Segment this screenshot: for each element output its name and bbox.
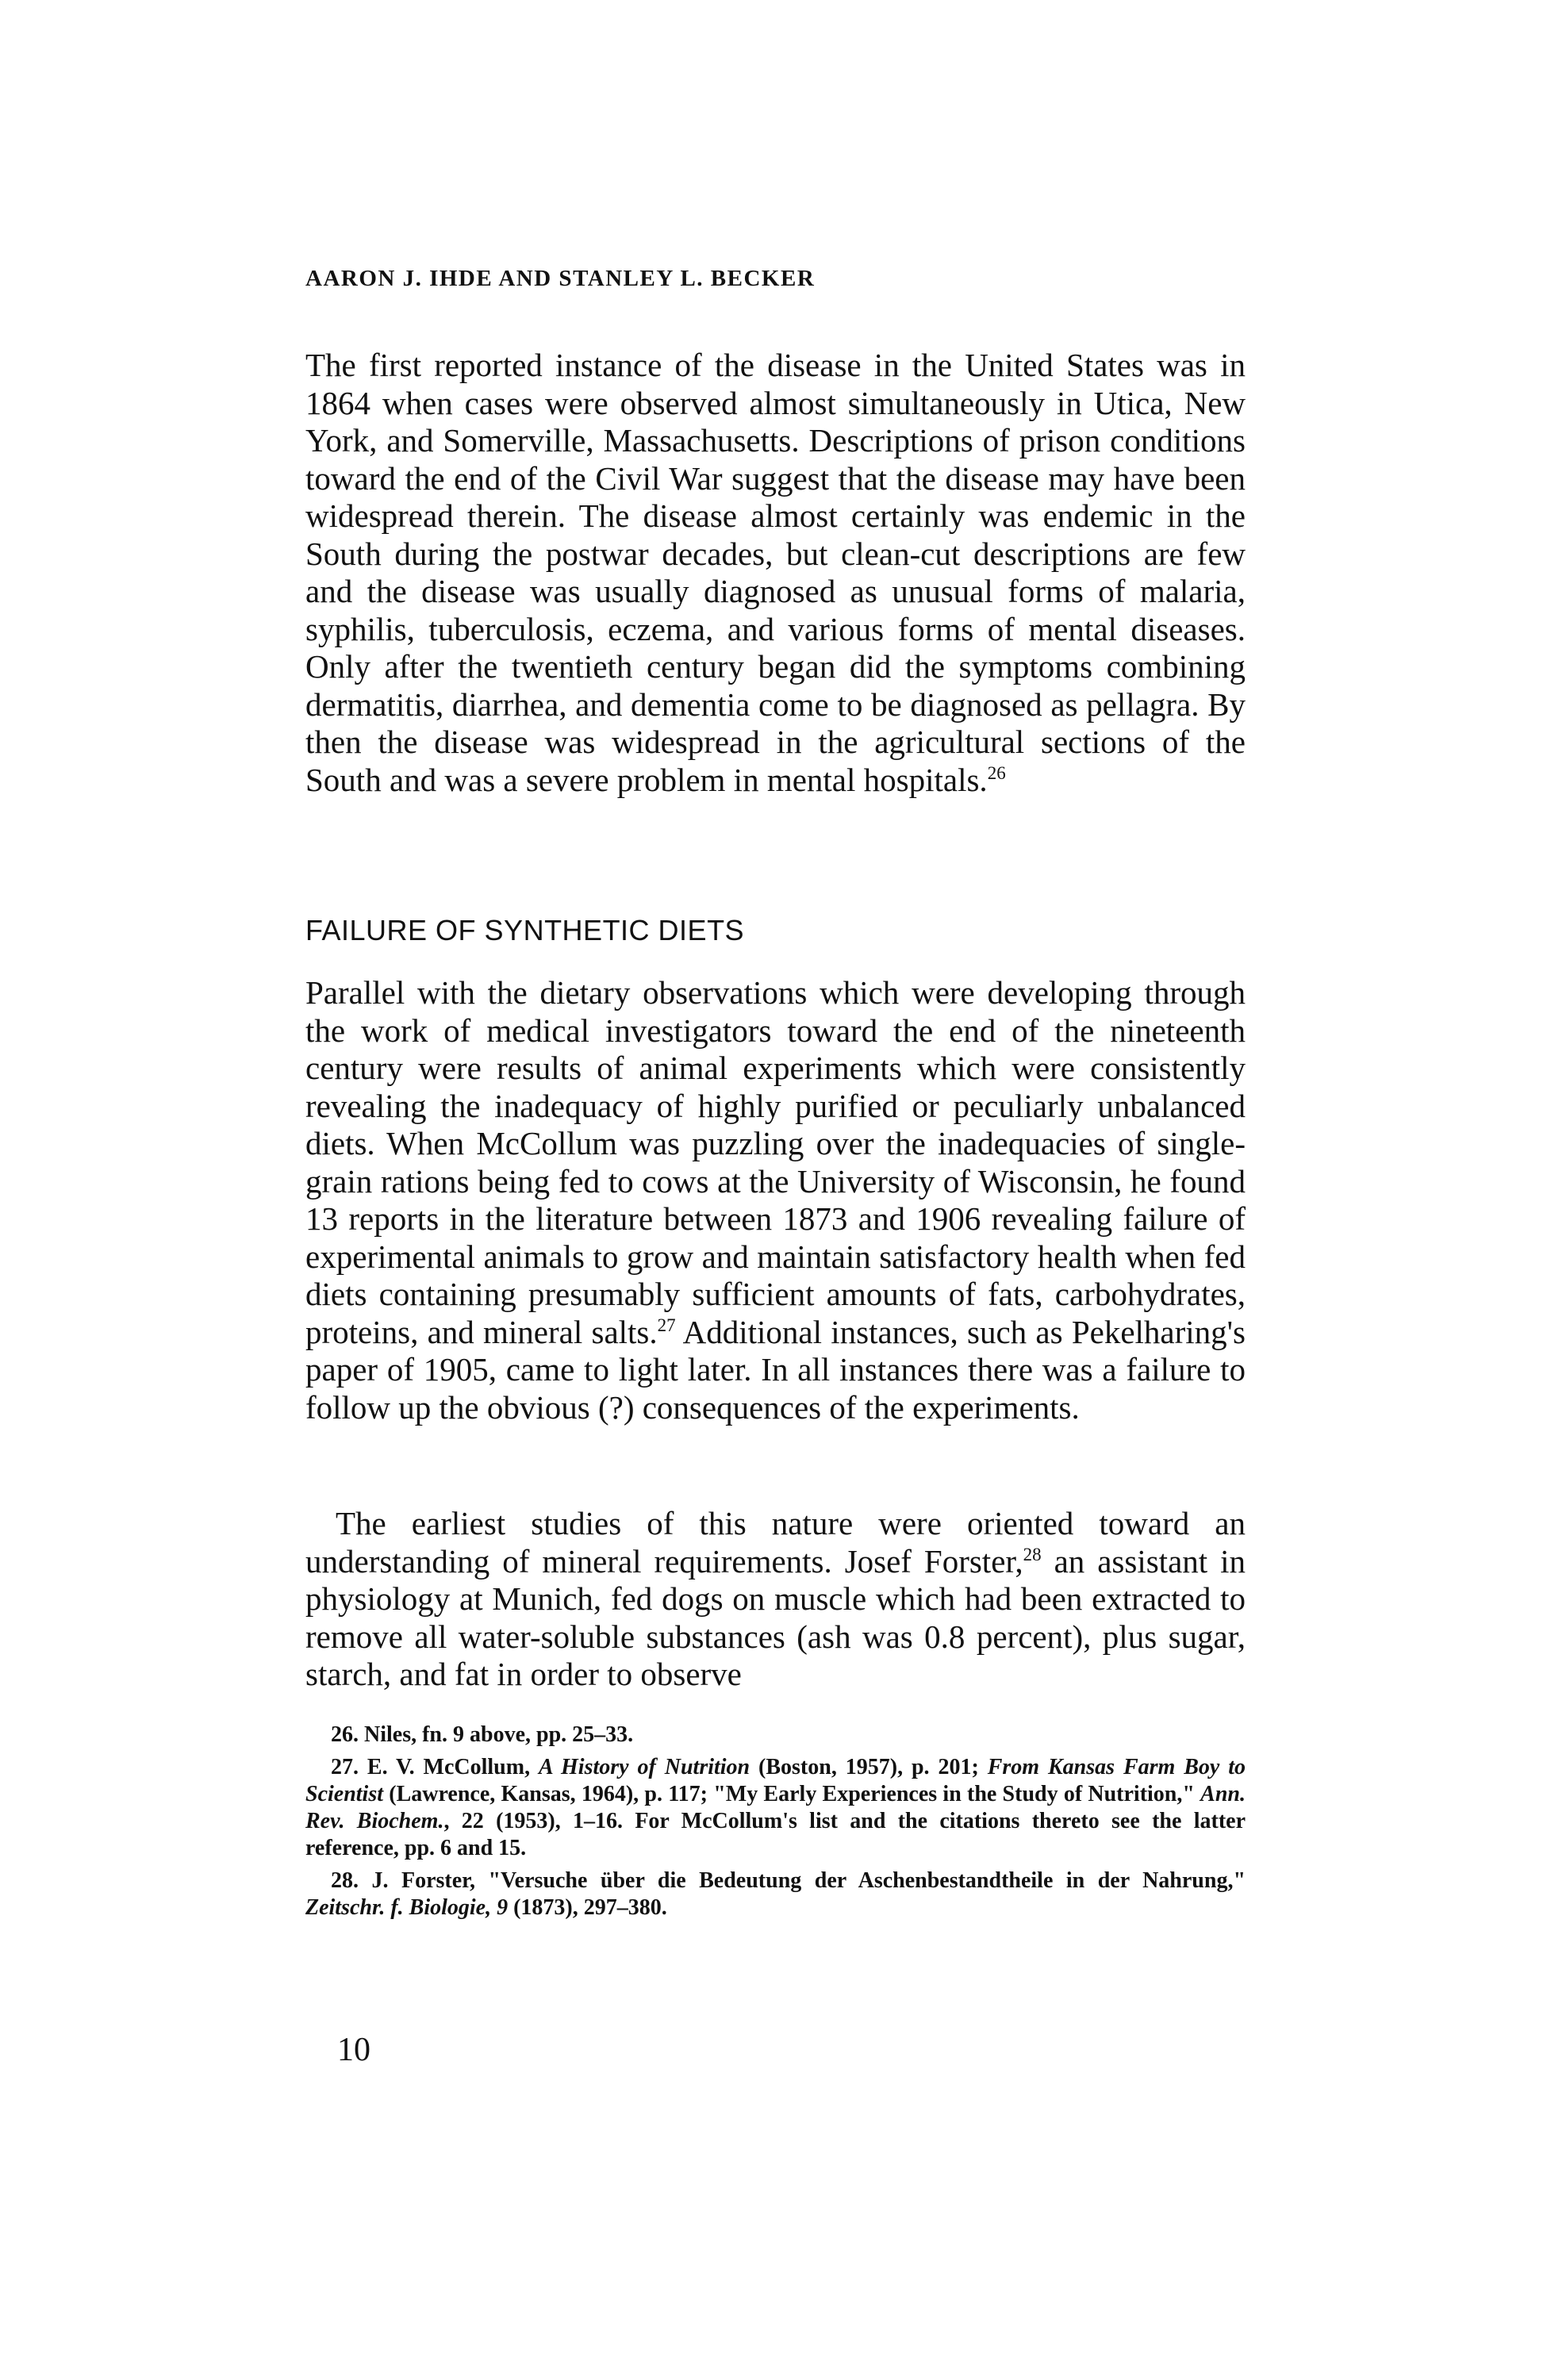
footnote-number: 27. [331,1755,359,1779]
footnote-journal-title: Ann. Rev. Biochem. [305,1782,1246,1833]
paragraph-text-continued: an assistant in physiology at Munich, fed dogs on muscle which had been extracted to remove all water-soluble substances (ash was 0.8 percent), plus sugar, starch, and fat in order to observe [305,1542,1246,1692]
footnote-number: 26. [331,1722,359,1747]
footnote-text: (Boston, 1957), p. 201; [750,1755,988,1779]
footnote-text: J. Forster, "Versuche über die Bedeutung der Aschenbestandtheile in der Nahrung," [371,1868,1246,1893]
footnote-text: (Lawrence, Kansas, 1964), p. 117; "My Early Experiences in the Study of Nutrition," [383,1782,1201,1806]
footnotes [305,1722,1246,1927]
footnote-number: 28. [331,1868,359,1893]
footnote-ref-27[interactable]: 27 [657,1315,676,1335]
footnote-text: E. V. McCollum, [367,1755,539,1779]
footnote-28 [305,1868,1246,1921]
footnote-book-title: From Kansas Farm Boy to Scientist [305,1755,1246,1806]
paragraph-mineral-requirements [305,1505,1246,1694]
footnote-ref-28[interactable]: 28 [1023,1544,1042,1564]
footnote-journal-title: Zeitschr. f. Biologie, 9 [305,1895,509,1920]
footnote-text: (1873), 297–380. [508,1895,667,1920]
paragraph-pellagra-history [305,347,1246,799]
paragraph-text-continued: Additional instances, such as Pekelharing's paper of 1905, came to light later. In all instances there was a failure to follow up the obvious (?) consequences of the experiments. [305,1313,1246,1426]
footnote-27 [305,1754,1246,1862]
footnote-26 [305,1722,1246,1749]
paragraph-text: The first reported instance of the disease in the United States was in 1864 when cases were observed almost simultaneously in Utica, New York, and Somerville, Massachusetts. Descriptions of prison conditions toward the end of the Civil War suggest that the disease may have been widespread therein. The disease almost certainly was endemic in the South during the postwar decades, but clean-cut descriptions are few and the disease was usually diagnosed as unusual forms of malaria, syphilis, tuberculosis, eczema, and various forms of mental diseases. Only after the twentieth century began did the symptoms combining dermatitis, diarrhea, and dementia come to be diagnosed as pellagra. By then the disease was widespread in the agricultural sections of the South and was a severe problem in mental hospitals. [305,347,1246,798]
footnote-book-title: A History of Nutrition [538,1755,750,1779]
paragraph-synthetic-diets [305,974,1246,1426]
footnote-ref-26[interactable]: 26 [987,762,1006,783]
section-heading: FAILURE OF SYNTHETIC DIETS [305,914,745,946]
footnote-text: Niles, fn. 9 above, pp. 25–33. [364,1722,634,1747]
page-number: 10 [337,2032,370,2068]
paragraph-text: The earliest studies of this nature were oriented toward an understanding of mineral requirements. Josef Forster, [305,1505,1246,1580]
paragraph-text: Parallel with the dietary observations which were developing through the work of medical investigators toward the end of the nineteenth century were results of animal experiments which were consistently revealing the inadequacy of highly purified or peculiarly unbalanced diets. When McCollum was puzzling over the inadequacies of single-grain rations being fed to cows at the University of Wisconsin, he found 13 reports in the literature between 1873 and 1906 revealing failure of experimental animals to grow and maintain satisfactory health when fed diets containing presumably sufficient amounts of fats, carbohydrates, proteins, and mineral salts. [305,974,1246,1350]
running-head: AARON J. IHDE AND STANLEY L. BECKER [305,266,816,291]
footnote-text: , 22 (1953), 1–16. For McCollum's list and the citations thereto see the latter reference, pp. 6 and 15. [305,1809,1246,1860]
